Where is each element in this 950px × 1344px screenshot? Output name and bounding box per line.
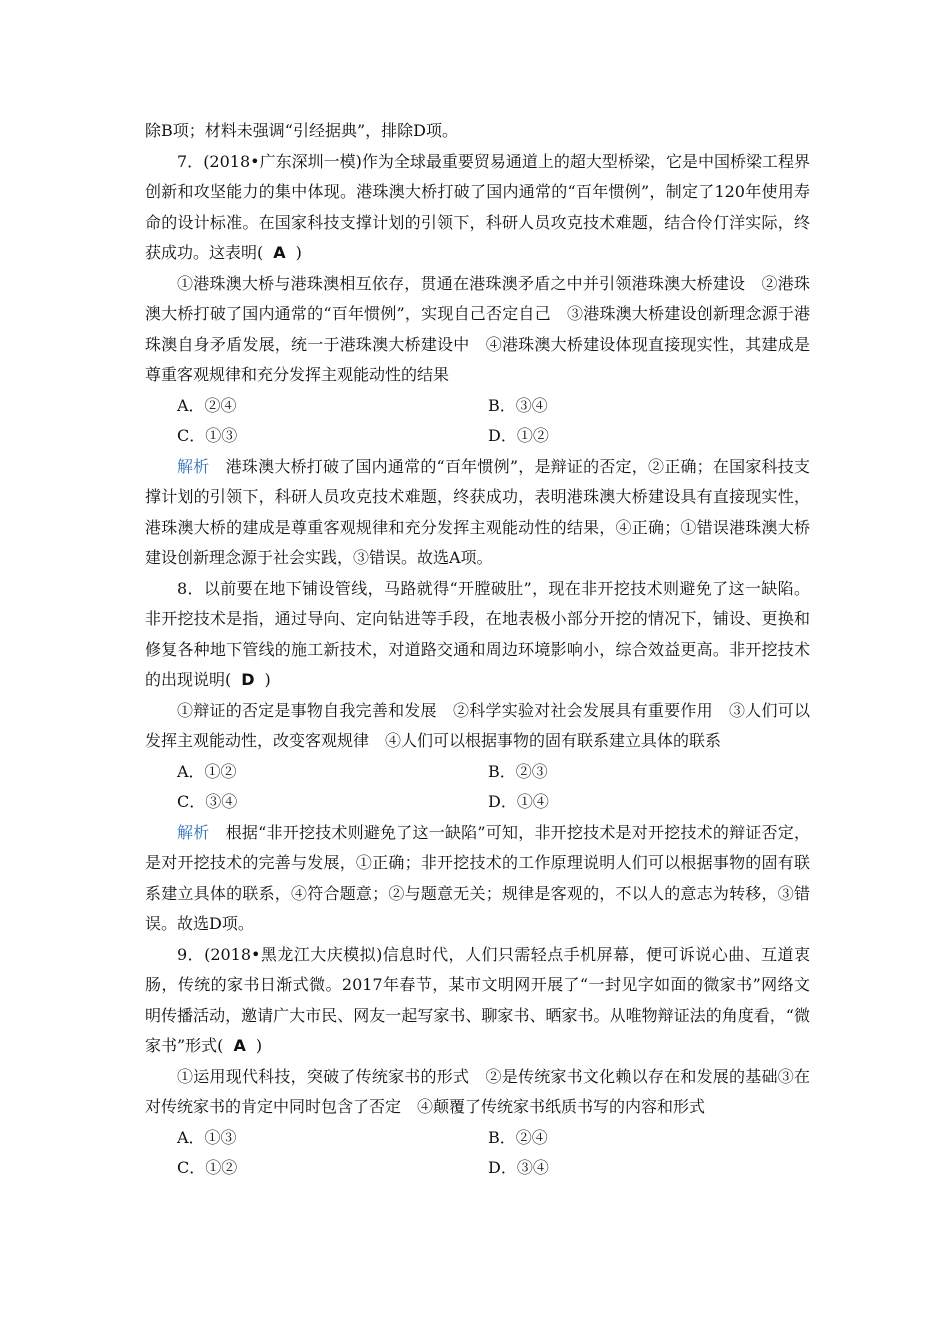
question-7-answer: A bbox=[273, 243, 286, 262]
question-9-items: ①运用现代科技，突破了传统家书的形式 ②是传统家书文化赖以存在和发展的基础③在对传统家书的肯定中同时包含了否定 ④颠覆了传统家书纸质书写的内容和形式 bbox=[145, 1066, 810, 1116]
question-9-option-d: D．③④ bbox=[488, 1158, 549, 1177]
question-8-text: 8．以前要在地下铺设管线，马路就得“开膛破肚”，现在非开挖技术则避免了这一缺陷。非开挖技术是指，通过导向、定向钻进等手段，在地表极小部分开挖的情况下，铺设、更换和修复各种地下管线的施工新技术，对道路交通和周边环境影响小，综合效益更高。非开挖技术的出现说明( bbox=[145, 578, 810, 689]
question-7-analysis-text: 港珠澳大桥打破了国内通常的“百年惯例”，是辩证的否定，②正确；在国家科技支撑计划的引领下，科研人员攻克技术难题，终获成功，表明港珠澳大桥建设具有直接现实性，港珠澳大桥的建成是尊重客观规律和充分发挥主观能动性的结果，④正确；①错误港珠澳大桥建设创新理念源于社会实践，③错误。故选A项。 bbox=[145, 456, 810, 567]
question-8-analysis-text: 根据“非开挖技术则避免了这一缺陷”可知，非开挖技术是对开挖技术的辩证否定，是对开挖技术的完善与发展，①正确；非开挖技术的工作原理说明人们可以根据事物的固有联系建立具体的联系，④符合题意；②与题意无关；规律是客观的，不以人的意志为转移，③错误。故选D项。 bbox=[145, 822, 810, 933]
question-7-analysis bbox=[145, 452, 810, 574]
question-7-option-b: B．③④ bbox=[488, 395, 548, 415]
question-9-option-a: A．①③ bbox=[177, 1127, 237, 1147]
question-9-option-b: B．②④ bbox=[488, 1127, 548, 1147]
question-7-items: ①港珠澳大桥与港珠澳相互依存，贯通在港珠澳矛盾之中并引领港珠澳大桥建设 ②港珠澳大桥打破了国内通常的“百年惯例”，实现自己否定自己 ③港珠澳大桥建设创新理念源于港珠澳自身矛盾发展，统一于港珠澳大桥建设中 ④港珠澳大桥建设体现直接现实性，其建成是尊重客观规律和充分发挥主观能动性的结果 bbox=[145, 273, 810, 384]
question-9-text: 9．(2018•黑龙江大庆模拟)信息时代，人们只需轻点手机屏幕，便可诉说心曲、互道衷肠，传统的家书日渐式微。2017年春节，某市文明网开展了“一封见字如面的微家书”网络文明传播活动，邀请广大市民、网友一起写家书、聊家书、晒家书。从唯物辩证法的角度看，“微家书”形式( bbox=[145, 944, 810, 1055]
question-9-close: ) bbox=[255, 1036, 263, 1055]
analysis-label: 解析 bbox=[177, 822, 210, 842]
question-9-answer: A bbox=[233, 1036, 246, 1055]
question-7-options-row-2 bbox=[145, 421, 810, 452]
question-7-text: 7．(2018•广东深圳一模)作为全球最重要贸易通道上的超大型桥梁，它是中国桥梁工程界创新和攻坚能力的集中体现。港珠澳大桥打破了国内通常的“百年惯例”，制定了120年使用寿命的设计标准。在国家科技支撑计划的引领下，科研人员攻克技术难题，结合伶仃洋实际，终获成功。这表明( bbox=[145, 151, 810, 262]
question-8-stem bbox=[145, 574, 810, 696]
question-9-options-row-1 bbox=[145, 1123, 810, 1154]
analysis-label: 解析 bbox=[177, 456, 210, 476]
question-9-option-c: C．①② bbox=[177, 1158, 238, 1177]
question-8-close: ) bbox=[264, 670, 271, 689]
question-7-option-a: A．②④ bbox=[177, 395, 237, 415]
question-8-items: ①辩证的否定是事物自我完善和发展 ②科学实验对社会发展具有重要作用 ③人们可以发挥主观能动性，改变客观规律 ④人们可以根据事物的固有联系建立具体的联系 bbox=[145, 700, 810, 750]
paragraph-continued: 除B项；材料未强调“引经据典”，排除D项。 bbox=[145, 121, 458, 140]
question-7-close: ) bbox=[295, 243, 302, 262]
question-8-answer: D bbox=[241, 670, 255, 689]
document-body bbox=[145, 116, 810, 1184]
question-7-options-row-1 bbox=[145, 391, 810, 422]
question-7-option-d: D．①② bbox=[488, 426, 549, 445]
question-9-options-row-2 bbox=[145, 1153, 810, 1184]
question-8-option-b: B．②③ bbox=[488, 761, 548, 781]
question-8-option-c: C．③④ bbox=[177, 792, 238, 811]
question-9-stem bbox=[145, 940, 810, 1062]
question-8-option-d: D．①④ bbox=[488, 792, 549, 811]
question-7-option-c: C．①③ bbox=[177, 426, 238, 445]
question-8-option-a: A．①② bbox=[177, 761, 237, 781]
question-7-stem bbox=[145, 147, 810, 269]
question-8-analysis bbox=[145, 818, 810, 940]
question-8-options-row-1 bbox=[145, 757, 810, 788]
question-8-options-row-2 bbox=[145, 787, 810, 818]
